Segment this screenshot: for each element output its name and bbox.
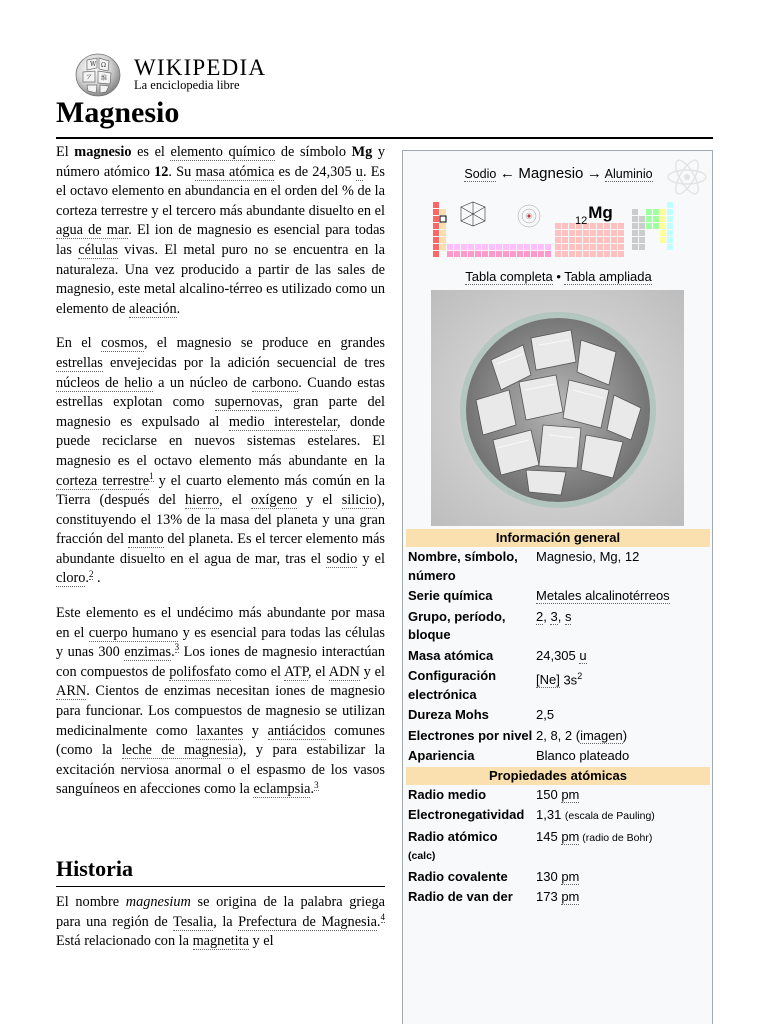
- link-corteza-terrestre[interactable]: corteza terrestre: [56, 472, 150, 489]
- property-label: Radio covalente: [408, 868, 508, 884]
- link-cloro[interactable]: cloro: [56, 570, 86, 587]
- reference-4[interactable]: 4: [380, 911, 385, 922]
- link-pm[interactable]: pm: [561, 828, 580, 844]
- svg-text:W: W: [90, 61, 97, 68]
- property-label: Electronegatividad: [408, 807, 525, 822]
- link-adn[interactable]: ADN: [328, 663, 360, 680]
- link-enzimas[interactable]: enzimas: [124, 644, 172, 661]
- link-laxantes[interactable]: laxantes: [196, 722, 244, 739]
- link-masa-atomica[interactable]: masa atómica: [195, 163, 275, 180]
- property-row: [406, 705, 710, 726]
- property-row: Grupo, período, bloque 2, 3, s: [406, 607, 710, 646]
- link-celulas[interactable]: células: [78, 241, 118, 258]
- property-label: Nombre, símbolo, número: [408, 549, 518, 583]
- wikipedia-globe-logo[interactable]: [73, 52, 123, 98]
- periodic-table-icon[interactable]: [431, 199, 681, 269]
- link-oxigeno[interactable]: oxígeno: [251, 492, 298, 509]
- svg-text:Ω: Ω: [101, 62, 106, 69]
- link-nucleos-de-helio[interactable]: núcleos de helio: [56, 374, 153, 391]
- link-silicio[interactable]: silicio: [341, 492, 377, 509]
- section-header-general: Información general: [406, 529, 710, 547]
- property-label: Dureza Mohs: [408, 707, 489, 722]
- link-cuerpo-humano[interactable]: cuerpo humano: [88, 624, 179, 641]
- wikipedia-tagline: La enciclopedia libre: [134, 78, 240, 92]
- paragraph-biologia: Este elemento es el undécimo más abundante por masa en el cuerpo humano y es esencial para todas las células y unas 300 enzimas.$^3$ Los iones de magnesio interactúan con compuestos de polifosfato como el ATP, el ADN y el ARN. Cientos de enzimas necesitan iones de magnesio para funcionar. Los compuestos de magnesio se utilizan medicinalmente como laxantes y antiácidos comunes (como la leche de magnesia), y para estabilizar la excitación nerviosa anormal o el espasmo de los vasos sanguíneos en afecciones como la eclampsia.$^3$: [56, 605, 385, 798]
- link-eclampsia[interactable]: eclampsia: [253, 781, 311, 798]
- property-label: Grupo, período, bloque: [408, 608, 506, 642]
- link-estrellas[interactable]: estrellas: [56, 354, 103, 371]
- section-historia-body: [56, 893, 385, 952]
- article-body: [56, 143, 385, 800]
- section-header-atomic: Propiedades atómicas: [406, 767, 710, 785]
- page-title: Magnesio: [56, 96, 180, 129]
- infobox-properties: [406, 529, 710, 908]
- left-arrow-icon: ←: [499, 165, 515, 182]
- svg-text:ア: ア: [86, 74, 93, 81]
- link-polifosfato[interactable]: polifosfato: [169, 663, 232, 680]
- link-hierro[interactable]: hierro: [184, 492, 220, 509]
- property-label: Electrones por nivel: [408, 727, 533, 743]
- title-divider: [56, 137, 713, 139]
- link-bloque[interactable]: s: [564, 608, 572, 624]
- property-row: Configuración electrónica [Ne] $3s^2$: [406, 666, 710, 705]
- prev-element-link[interactable]: Sodio: [464, 167, 497, 181]
- link-medio-interestelar[interactable]: medio interestelar: [228, 413, 338, 430]
- link-pm[interactable]: pm: [561, 786, 580, 802]
- property-row: Electronegatividad 1,31 (escala de Pauling): [406, 805, 710, 827]
- link-antiacidos[interactable]: antiácidos: [267, 722, 326, 739]
- current-element: Magnesio: [518, 165, 584, 182]
- link-unit-u[interactable]: u: [579, 647, 587, 663]
- link-carbono[interactable]: carbono: [252, 374, 299, 391]
- property-value: 2,5: [536, 707, 555, 722]
- property-row: Radio covalente 130 pm: [406, 867, 710, 888]
- link-tesalia[interactable]: Tesalia: [172, 913, 214, 930]
- link-agua-de-mar[interactable]: agua de mar: [56, 222, 129, 239]
- section-divider: [56, 886, 385, 887]
- reference-3[interactable]: 3: [174, 642, 180, 653]
- link-pm[interactable]: pm: [561, 868, 580, 884]
- property-row: [406, 547, 710, 586]
- property-label: Serie química: [408, 588, 493, 603]
- property-label: Apariencia: [408, 748, 475, 763]
- property-value: Magnesio, Mg, 12: [536, 549, 640, 564]
- link-cosmos[interactable]: cosmos: [101, 335, 144, 352]
- reference-1[interactable]: 1: [149, 470, 154, 481]
- property-row: Masa atómica 24,305 u: [406, 646, 710, 667]
- paragraph-intro: El magnesio es el elemento químico de símbolo Mg y número atómico 12. Su masa atómica es de 24,305 u. Es el octavo elemento en abundancia en el orden del % de la corteza terrestre y el tercero más abundante disuelto en el agua de mar. El ion de magnesio es esencial para todas las células vivas. El metal puro no se encuentra en la naturaleza. Una vez producido a partir de las sales de magnesio, este metal alcalino-térreo es utilizado como un elemento de aleación.: [56, 144, 386, 317]
- magnesium-photo[interactable]: [431, 290, 684, 526]
- link-neon[interactable]: [Ne]: [536, 672, 560, 688]
- paragraph-cosmos: En el cosmos, el magnesio se produce en grandes estrellas envejecidas por la adición secuencial de tres núcleos de helio a un núcleo de carbono. Cuando estas estrellas explotan como supernovas, gran parte del magnesio es expulsado al medio interestelar, donde puede reciclarse en nuevos sistemas estelares. El magnesio es el octavo elemento más abundante en la corteza terrestre$^1$ y el cuarto elemento más común en la Tierra (después del hierro, el oxígeno y el silicio), constituyendo el 13% de la masa del planeta y una gran fracción del manto del planeta. Es el tercer elemento más abundante disuelto en el agua de mar, tras el sodio y el cloro.$^2$ .: [56, 335, 386, 587]
- link-sodio[interactable]: sodio: [326, 550, 358, 567]
- property-label: Radio medio: [408, 786, 487, 802]
- full-table-link[interactable]: Tabla completa: [465, 269, 553, 284]
- right-arrow-icon: →: [586, 165, 602, 182]
- element-infobox: [402, 150, 713, 1024]
- link-magnetita[interactable]: magnetita: [192, 933, 249, 950]
- link-prefectura-de-magnesia[interactable]: Prefectura de Magnesia: [238, 913, 377, 930]
- link-unidad-u[interactable]: u: [355, 163, 363, 180]
- property-row: Radio atómico (calc) 145 pm (radio de Bohr): [406, 827, 710, 867]
- property-row: Radio medio 150 pm: [406, 785, 710, 806]
- property-label: Radio de van der: [408, 889, 513, 904]
- link-leche-de-magnesia[interactable]: leche de magnesia: [121, 742, 239, 759]
- property-value: Blanco plateado: [536, 748, 630, 763]
- link-supernovas[interactable]: supernovas: [214, 394, 280, 411]
- property-row: Electrones por nivel 2, 8, 2 (imagen): [406, 726, 710, 747]
- property-label: Masa atómica: [408, 647, 494, 663]
- property-label: Radio atómico (calc): [408, 828, 498, 862]
- next-element-link[interactable]: Aluminio: [604, 167, 653, 181]
- element-navigation: [403, 165, 714, 182]
- table-links: Tabla completa • Tabla ampliada: [465, 269, 652, 284]
- property-row: [406, 586, 710, 607]
- link-manto[interactable]: manto: [127, 531, 164, 548]
- section-heading-historia: Historia: [56, 856, 133, 881]
- reference-3b[interactable]: 3: [314, 779, 319, 790]
- link-aleacion[interactable]: aleación: [129, 300, 177, 317]
- link-periodo[interactable]: 3: [550, 608, 558, 624]
- link-metales-alcalinoterreos[interactable]: Metales alcalinotérreos: [536, 588, 670, 603]
- property-label: Configuración electrónica: [408, 668, 497, 702]
- extended-table-link[interactable]: Tabla ampliada: [564, 269, 652, 284]
- link-elemento-quimico[interactable]: elemento químico: [170, 144, 276, 160]
- link-atp[interactable]: ATP: [284, 663, 308, 680]
- link-grupo[interactable]: 2: [536, 608, 544, 624]
- property-row: [406, 746, 710, 767]
- property-row: Radio de van der 173 pm: [406, 887, 710, 908]
- link-pm[interactable]: pm: [561, 889, 580, 904]
- link-arn[interactable]: ARN: [56, 683, 87, 700]
- svg-text:维: 维: [101, 75, 108, 82]
- link-imagen[interactable]: imagen: [580, 727, 623, 743]
- wikipedia-wordmark[interactable]: WIKIPEDIA: [134, 55, 267, 80]
- reference-2[interactable]: 2: [88, 568, 94, 579]
- element-symbol: $_{12}$Mg: [575, 203, 613, 227]
- paragraph-historia: El nombre magnesium se origina de la palabra griega para una región de Tesalia, la Prefectura de Magnesia.$^4$ Está relacionado con la magnetita y el: [56, 894, 385, 950]
